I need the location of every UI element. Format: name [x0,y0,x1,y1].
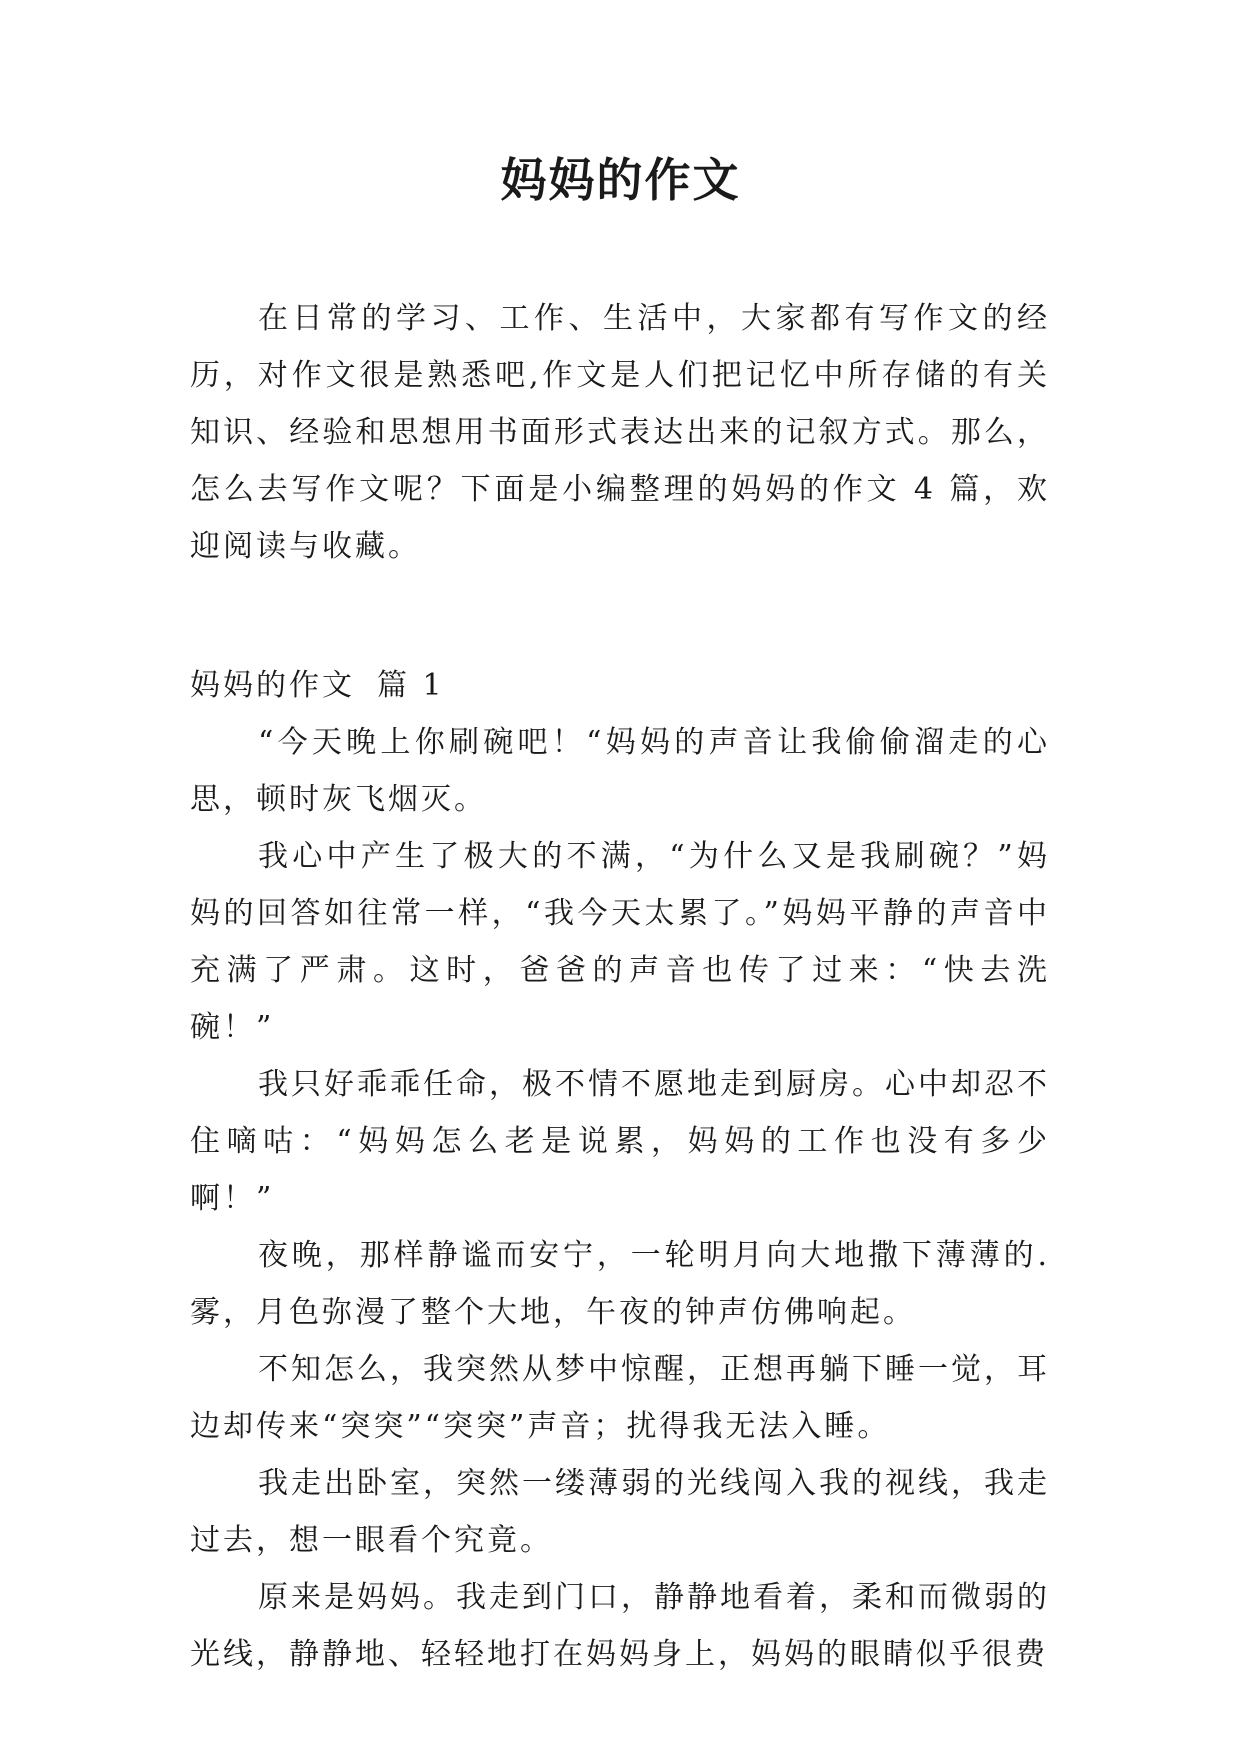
body-paragraph: 夜晚，那样静谧而安宁，一轮明月向大地撒下薄薄的.雾，月色弥漫了整个大地，午夜的钟声仿佛响起。 [190,1238,1050,1330]
body-paragraph: 我心中产生了极大的不满，“为什么又是我刷碗？”妈妈的回答如往常一样，“我今天太累了。”妈妈平静的声音中充满了严肃。这时，爸爸的声音也传了过来：“快去洗碗！” [190,839,1050,1045]
section-heading [190,657,1050,714]
body-paragraph: “今天晚上你刷碗吧！“妈妈的声音让我偷偷溜走的心思，顿时灰飞烟灭。 [190,725,1050,817]
body-paragraph: 我只好乖乖任命，极不情不愿地走到厨房。心中却忍不住嘀咕：“妈妈怎么老是说累，妈妈的工作也没有多少啊！” [190,1067,1050,1216]
document-title: 妈妈的作文 [500,153,741,207]
body-paragraph: 不知怎么，我突然从梦中惊醒，正想再躺下睡一觉，耳边却传来“突突”“突突”声音；扰得我无法入睡。 [190,1352,1050,1444]
document-body [190,290,1050,1683]
body-paragraph: 原来是妈妈。我走到门口，静静地看着，柔和而微弱的光线，静静地、轻轻地打在妈妈身上，妈妈的眼睛似乎很费 [190,1580,1050,1672]
body-paragraph: 我走出卧室，突然一缕薄弱的光线闯入我的视线，我走过去，想一眼看个究竟。 [190,1466,1050,1558]
section-heading-title: 妈妈的作文 [190,668,355,703]
section-heading-number: 篇 1 [377,668,445,703]
intro-paragraph: 在日常的学习、工作、生活中，大家都有写作文的经历，对作文很是熟悉吧,作文是人们把记忆中所存储的有关知识、经验和思想用书面形式表达出来的记叙方式。那么，怎么去写作文呢？下面是小编整理的妈妈的作文 4 篇，欢迎阅读与收藏。 [190,301,1050,564]
